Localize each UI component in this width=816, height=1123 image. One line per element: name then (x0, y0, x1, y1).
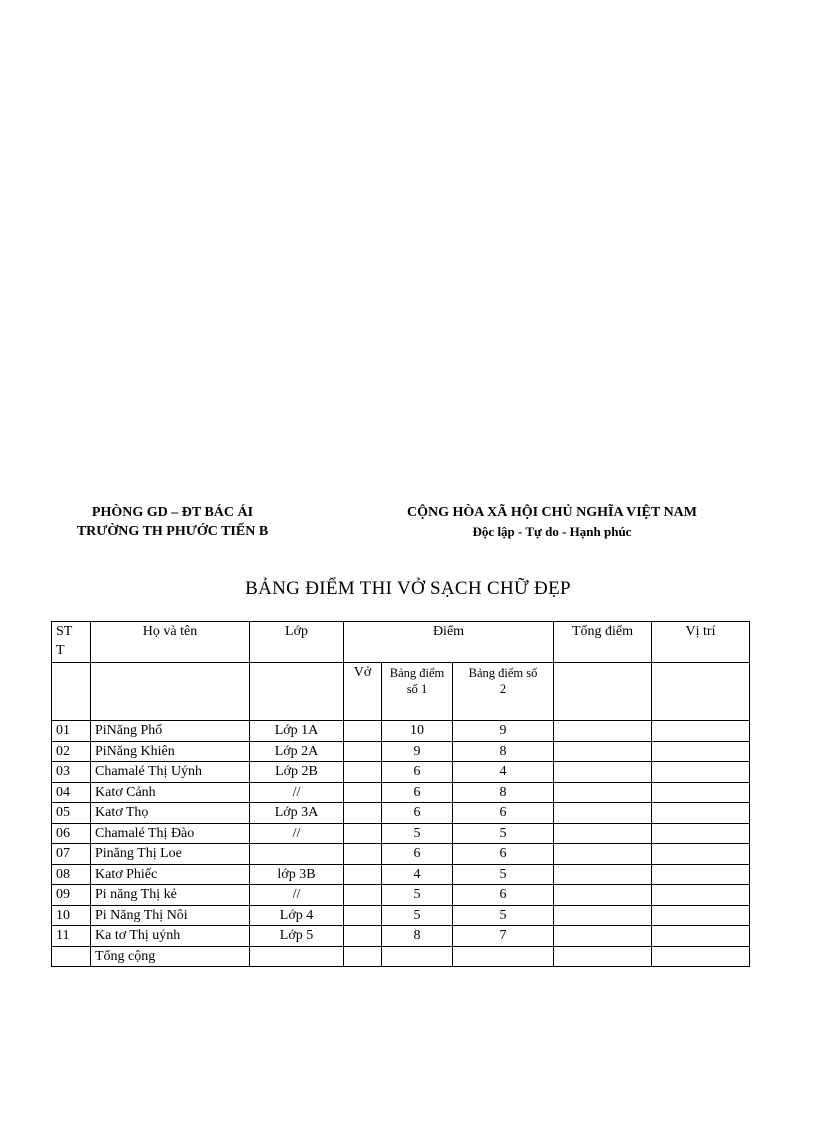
cell-board1: 5 (382, 885, 453, 906)
header-total: Tổng điểm (554, 622, 652, 663)
cell-stt: 06 (52, 823, 91, 844)
header-name: Họ và tên (91, 622, 250, 663)
cell-total (554, 885, 652, 906)
cell-rank (652, 782, 750, 803)
total-label: Tổng cộng (91, 946, 250, 967)
total-vo (344, 946, 382, 967)
cell-rank (652, 864, 750, 885)
total-class (250, 946, 344, 967)
cell-stt: 04 (52, 782, 91, 803)
subheader-empty (250, 663, 344, 721)
cell-vo (344, 844, 382, 865)
header-stt-text: STT (56, 624, 73, 658)
cell-vo (344, 885, 382, 906)
cell-vo (344, 905, 382, 926)
cell-total (554, 844, 652, 865)
cell-stt: 07 (52, 844, 91, 865)
cell-total (554, 782, 652, 803)
cell-name: Pi năng Thị kẻ (91, 885, 250, 906)
cell-class: Lớp 3A (250, 803, 344, 824)
cell-vo (344, 782, 382, 803)
cell-vo (344, 864, 382, 885)
table-body (52, 721, 750, 947)
cell-name: Pinăng Thị Loe (91, 844, 250, 865)
cell-board2: 6 (453, 885, 554, 906)
cell-board1: 5 (382, 905, 453, 926)
table-row (52, 823, 750, 844)
cell-board2: 6 (453, 844, 554, 865)
cell-board1: 10 (382, 721, 453, 742)
table-row (52, 926, 750, 947)
total-b2 (453, 946, 554, 967)
cell-vo (344, 721, 382, 742)
cell-board1: 5 (382, 823, 453, 844)
table-row (52, 864, 750, 885)
header-row (52, 622, 750, 663)
cell-vo (344, 762, 382, 783)
cell-stt: 10 (52, 905, 91, 926)
cell-rank (652, 905, 750, 926)
cell-board1: 6 (382, 782, 453, 803)
cell-board2: 5 (453, 823, 554, 844)
cell-rank (652, 885, 750, 906)
cell-vo (344, 823, 382, 844)
table-row (52, 885, 750, 906)
school-name: TRƯỜNG TH PHƯỚC TIẾN B (76, 524, 269, 539)
cell-total (554, 762, 652, 783)
cell-rank (652, 926, 750, 947)
header-rank: Vị trí (652, 622, 750, 663)
subheader-empty (52, 663, 91, 721)
national-header (362, 503, 742, 541)
table-row (52, 782, 750, 803)
cell-board1: 6 (382, 803, 453, 824)
table-row (52, 905, 750, 926)
cell-total (554, 741, 652, 762)
cell-stt: 02 (52, 741, 91, 762)
total-total (554, 946, 652, 967)
table-row (52, 803, 750, 824)
total-rank (652, 946, 750, 967)
cell-rank (652, 823, 750, 844)
cell-board2: 8 (453, 741, 554, 762)
cell-name: Ka tơ Thị uýnh (91, 926, 250, 947)
total-b1 (382, 946, 453, 967)
header-board2-text: Bảng điểm số 2 (468, 666, 538, 696)
subheader-empty (554, 663, 652, 721)
cell-class (250, 844, 344, 865)
cell-stt: 08 (52, 864, 91, 885)
cell-class: Lớp 5 (250, 926, 344, 947)
cell-total (554, 905, 652, 926)
header-score: Điểm (344, 622, 554, 663)
header-board1: Bảng điểm số 1 (382, 663, 453, 721)
cell-stt: 01 (52, 721, 91, 742)
cell-name: PiNăng Phố (91, 721, 250, 742)
cell-rank (652, 803, 750, 824)
cell-stt: 11 (52, 926, 91, 947)
cell-vo (344, 926, 382, 947)
national-title: CỘNG HÒA XÃ HỘI CHỦ NGHĨA VIỆT NAM (406, 505, 697, 520)
subheader-empty (652, 663, 750, 721)
cell-board1: 6 (382, 762, 453, 783)
cell-class: lớp 3B (250, 864, 344, 885)
cell-name: Katơ Cảnh (91, 782, 250, 803)
cell-rank (652, 844, 750, 865)
cell-board1: 8 (382, 926, 453, 947)
cell-vo (344, 803, 382, 824)
cell-board2: 7 (453, 926, 554, 947)
subheader-row (52, 663, 750, 721)
cell-board2: 6 (453, 803, 554, 824)
cell-total (554, 926, 652, 947)
cell-class: Lớp 1A (250, 721, 344, 742)
cell-class: // (250, 885, 344, 906)
cell-name: Pi Năng Thị Nôi (91, 905, 250, 926)
cell-class: // (250, 823, 344, 844)
table-row (52, 721, 750, 742)
header-stt (52, 622, 91, 663)
cell-stt: 05 (52, 803, 91, 824)
national-motto: Độc lập - Tự do - Hạnh phúc (472, 524, 632, 539)
cell-board2: 5 (453, 864, 554, 885)
table-row (52, 741, 750, 762)
grades-table (51, 621, 750, 967)
cell-board1: 6 (382, 844, 453, 865)
cell-class: Lớp 4 (250, 905, 344, 926)
subheader-empty (91, 663, 250, 721)
cell-total (554, 823, 652, 844)
cell-total (554, 803, 652, 824)
cell-class: // (250, 782, 344, 803)
total-stt (52, 946, 91, 967)
cell-name: PiNăng Khiên (91, 741, 250, 762)
cell-board1: 4 (382, 864, 453, 885)
header-class: Lớp (250, 622, 344, 663)
cell-board2: 9 (453, 721, 554, 742)
cell-total (554, 864, 652, 885)
cell-vo (344, 741, 382, 762)
header-vo: Vở (344, 663, 382, 721)
table-row (52, 762, 750, 783)
cell-stt: 09 (52, 885, 91, 906)
cell-name: Katơ Phiếc (91, 864, 250, 885)
cell-class: Lớp 2B (250, 762, 344, 783)
cell-name: Katơ Thọ (91, 803, 250, 824)
cell-rank (652, 721, 750, 742)
department-name: PHÒNG GD – ĐT BÁC ÁI (91, 505, 254, 520)
cell-rank (652, 762, 750, 783)
cell-rank (652, 741, 750, 762)
cell-class: Lớp 2A (250, 741, 344, 762)
cell-name: Chamalé Thị Đào (91, 823, 250, 844)
table-row (52, 844, 750, 865)
cell-board1: 9 (382, 741, 453, 762)
total-row (52, 946, 750, 967)
department-header (40, 503, 305, 541)
header-board2 (453, 663, 554, 721)
cell-board2: 8 (453, 782, 554, 803)
document-title: BẢNG ĐIỂM THI VỞ SẠCH CHỮ ĐẸP (245, 578, 571, 599)
cell-board2: 4 (453, 762, 554, 783)
cell-name: Chamalé Thị Uýnh (91, 762, 250, 783)
cell-total (554, 721, 652, 742)
cell-stt: 03 (52, 762, 91, 783)
cell-board2: 5 (453, 905, 554, 926)
